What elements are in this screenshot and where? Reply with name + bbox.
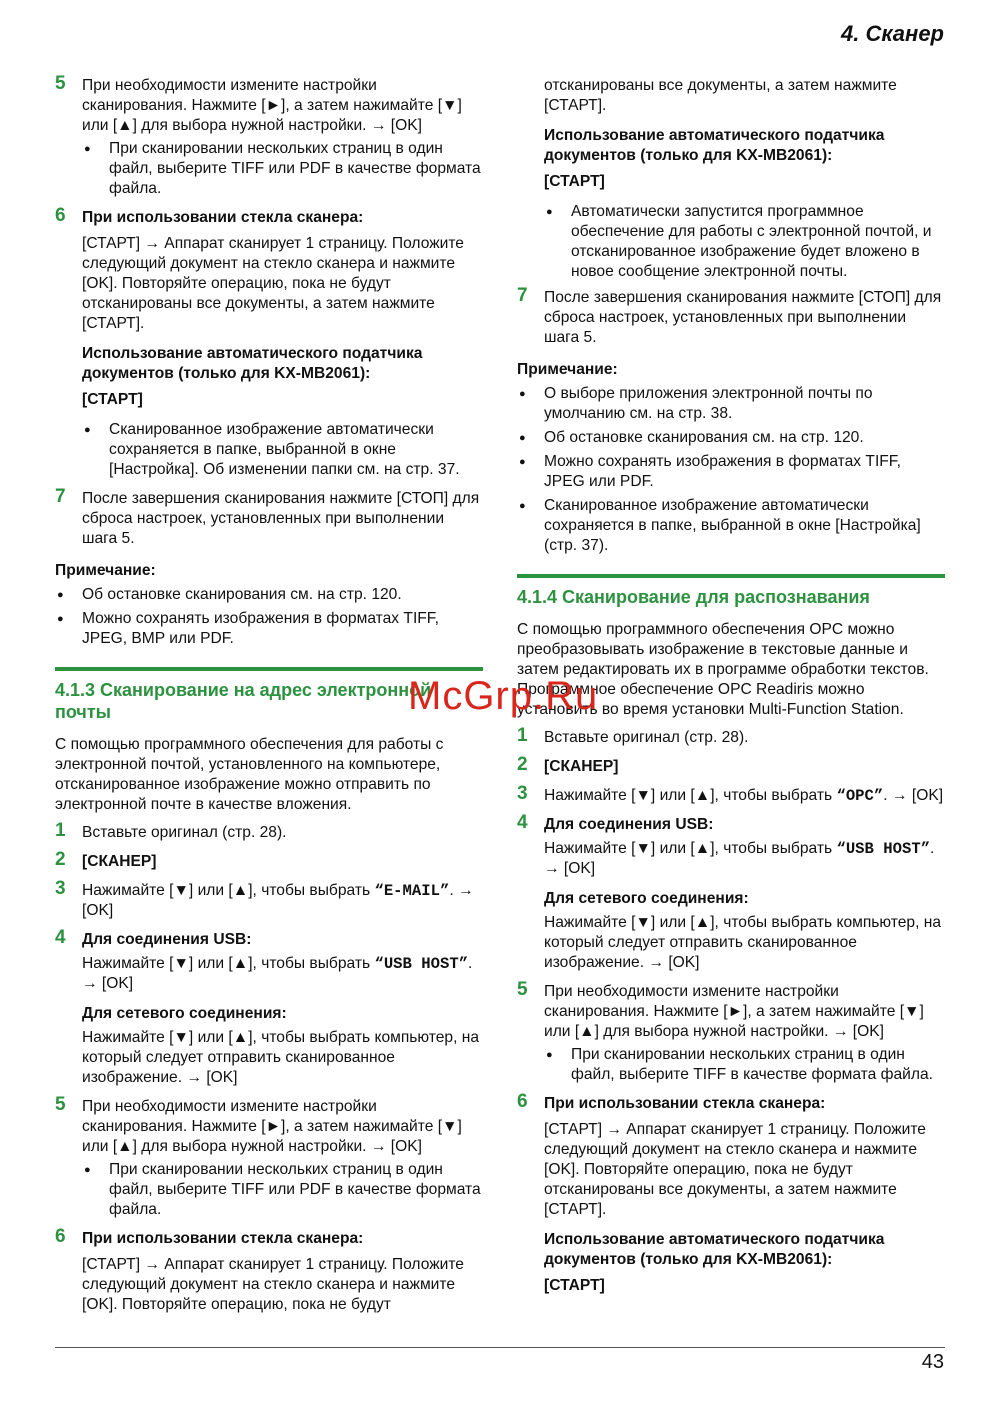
step-title: При использовании стекла сканера: [544, 1095, 826, 1112]
note-item: ● Можно сохранять изображения в форматах TIFF, JPEG или PDF. [517, 452, 945, 492]
step-text: При необходимости измените настройки сканирования. Нажмите [►], а затем нажимайте [▼] или [▲] для выбора нужной настройки. → [OK] [82, 77, 462, 134]
step-text: [СКАНЕР] [544, 758, 619, 775]
note-title: Примечание: [517, 361, 618, 378]
note-title: Примечание: [55, 562, 156, 579]
bullet: ● Автоматически запустится программное обеспечение для работы с электронной почтой, и отсканированное изображение будет вложено в новое сообщение электронной почты. [544, 202, 945, 282]
bullet: ● Сканированное изображение автоматически сохраняется в папке, выбранной в окне [Настройка]. Об изменении папки см. на стр. 37. [82, 420, 483, 480]
step-number: 3 [517, 783, 528, 804]
adf-title: Использование автоматического податчика документов (только для KX-MB2061): [544, 127, 885, 164]
ocr-step-6 [517, 1091, 945, 1296]
step-7 [517, 285, 945, 348]
note-item: ● Сканированное изображение автоматически сохраняется в папке, выбранной в окне [Настройка] (стр. 37). [517, 496, 945, 556]
step-number: 2 [55, 849, 66, 870]
ocr-step-4 [517, 812, 945, 973]
step-number: 7 [55, 486, 66, 507]
step-text: После завершения сканирования нажмите [СТОП] для сброса настроек, установленных при выполнении шага 5. [82, 490, 480, 547]
email-step-3 [55, 878, 483, 921]
section-intro: С помощью программного обеспечения OPC можно преобразовывать изображение в текстовые данные и затем редактировать их в программе обработки текстов. Программное обеспечение OPC Readiris можно установить во время установки Multi-Function Station. [517, 621, 929, 718]
step-text: [СТАРТ] → Аппарат сканирует 1 страницу. Положите следующий документ на стекло сканера и нажмите [OK]. Повторяйте операцию, пока не будут отсканированы все документы, а затем нажмите [СТАРТ]. [82, 235, 464, 332]
network-text: Нажимайте [▼] или [▲], чтобы выбрать компьютер, на который следует отправить сканированное изображение. → [OK] [82, 1029, 480, 1086]
email-step-2 [55, 849, 483, 872]
step-number: 6 [517, 1091, 528, 1112]
network-title: Для сетевого соединения: [82, 1005, 287, 1022]
adf-text: [СТАРТ] [544, 1277, 605, 1294]
network-text: Нажимайте [▼] или [▲], чтобы выбрать компьютер, на который следует отправить сканированное изображение. → [OK] [544, 914, 942, 971]
network-title: Для сетевого соединения: [544, 890, 749, 907]
adf-title: Использование автоматического податчика документов (только для KX-MB2061): [82, 345, 423, 382]
step-title: При использовании стекла сканера: [82, 1230, 364, 1247]
step-number: 4 [55, 927, 66, 948]
page-number: 43 [921, 1351, 944, 1373]
step-5 [55, 73, 483, 199]
ocr-step-1 [517, 725, 945, 748]
section-title-email: 4.1.3 Сканирование на адрес электронной почты [55, 667, 483, 723]
ocr-step-3 [517, 783, 945, 806]
step-title: Для соединения USB: [544, 816, 714, 833]
step-text: Вставьте оригинал (стр. 28). [82, 824, 287, 841]
step-number: 5 [517, 979, 528, 1000]
step-6 [55, 205, 483, 480]
step-number: 1 [517, 725, 528, 746]
step-text: [СТАРТ] → Аппарат сканирует 1 страницу. Положите следующий документ на стекло сканера и нажмите [OK]. Повторяйте операцию, пока не будут [82, 1256, 464, 1313]
step-text: Вставьте оригинал (стр. 28). [544, 729, 749, 746]
bullet: ● При сканировании нескольких страниц в один файл, выберите TIFF или PDF в качестве формата файла. [82, 1160, 483, 1220]
step-number: 7 [517, 285, 528, 306]
step-text: При необходимости измените настройки сканирования. Нажмите [►], а затем нажимайте [▼] или [▲] для выбора нужной настройки. → [OK] [82, 1098, 462, 1155]
adf-text: [СТАРТ] [82, 391, 143, 408]
footer-divider [55, 1347, 945, 1348]
email-step-5 [55, 1094, 483, 1220]
email-step-1 [55, 820, 483, 843]
email-step-6 [55, 1226, 483, 1315]
step-text: Нажимайте [▼] или [▲], чтобы выбрать “E-MAIL”. → [OK] [82, 882, 474, 919]
step-text: Нажимайте [▼] или [▲], чтобы выбрать “USB HOST”. → [OK] [544, 840, 935, 877]
bullet: ● При сканировании нескольких страниц в один файл, выберите TIFF или PDF в качестве формата файла. [82, 139, 483, 199]
step-title: Для соединения USB: [82, 931, 252, 948]
step-text: [СТАРТ] → Аппарат сканирует 1 страницу. Положите следующий документ на стекло сканера и нажмите [OK]. Повторяйте операцию, пока не будут отсканированы все документы, а затем нажмите [СТАРТ]. [544, 1121, 926, 1218]
step-text: [СКАНЕР] [82, 853, 157, 870]
step-text: Нажимайте [▼] или [▲], чтобы выбрать “USB HOST”. → [OK] [82, 955, 473, 992]
chapter-header: 4. Сканер [841, 21, 944, 46]
step-text: Нажимайте [▼] или [▲], чтобы выбрать “OPC”. → [OK] [544, 787, 944, 805]
adf-title: Использование автоматического податчика документов (только для KX-MB2061): [544, 1231, 885, 1268]
step-number: 5 [55, 1094, 66, 1115]
bullet: ● При сканировании нескольких страниц в один файл, выберите TIFF в качестве формата файла. [544, 1045, 945, 1085]
step-number: 5 [55, 73, 66, 94]
step-text: После завершения сканирования нажмите [СТОП] для сброса настроек, установленных при выполнении шага 5. [544, 289, 942, 346]
note-item: ● Об остановке сканирования см. на стр. 120. [517, 428, 945, 448]
watermark: McGrp.Ru [408, 674, 599, 718]
step-title: При использовании стекла сканера: [82, 209, 364, 226]
step-number: 1 [55, 820, 66, 841]
continued-text: отсканированы все документы, а затем нажмите [СТАРТ]. [544, 77, 897, 114]
step-number: 2 [517, 754, 528, 775]
step-number: 4 [517, 812, 528, 833]
ocr-step-5 [517, 979, 945, 1085]
step-number: 6 [55, 1226, 66, 1247]
adf-text: [СТАРТ] [544, 173, 605, 190]
step-number: 6 [55, 205, 66, 226]
section-title-ocr: 4.1.4 Сканирование для распознавания [517, 574, 945, 608]
note-item: ● Можно сохранять изображения в форматах TIFF, JPEG, BMP или PDF. [55, 609, 483, 649]
ocr-step-2 [517, 754, 945, 777]
email-step-4 [55, 927, 483, 1088]
section-intro: С помощью программного обеспечения для работы с электронной почтой, установленного на компьютере, отсканированное изображение можно отправить по электронной почте в качестве вложения. [55, 736, 444, 813]
note-item: ● О выборе приложения электронной почты по умолчанию см. на стр. 38. [517, 384, 945, 424]
step-number: 3 [55, 878, 66, 899]
step-text: При необходимости измените настройки сканирования. Нажмите [►], а затем нажимайте [▼] или [▲] для выбора нужной настройки. → [OK] [544, 983, 924, 1040]
step-7 [55, 486, 483, 549]
note-item: ● Об остановке сканирования см. на стр. 120. [55, 585, 483, 605]
